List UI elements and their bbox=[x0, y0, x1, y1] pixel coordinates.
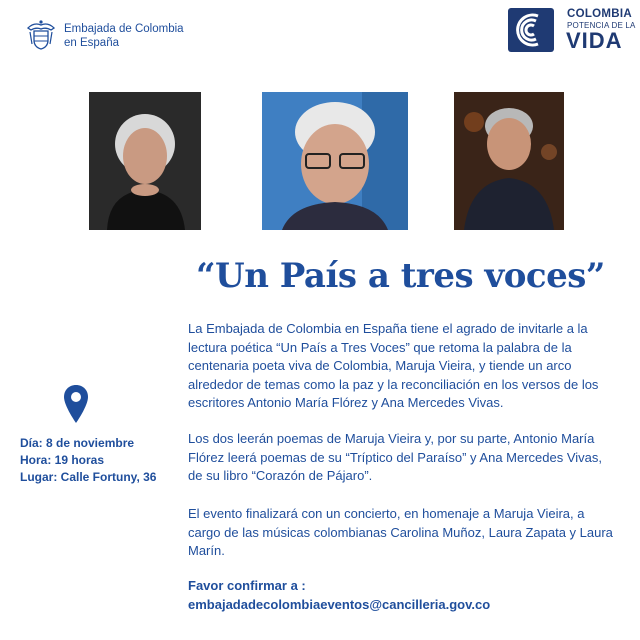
concert-paragraph: El evento finalizará con un concierto, en homenaje a Maruja Vieira, a cargo de las músicas colombianas Carolina Muñoz, Laura Zapata y Laura Marín. bbox=[188, 506, 613, 558]
embassy-name: Embajada de Colombia bbox=[64, 23, 184, 35]
event-time: Hora: 19 horas bbox=[20, 453, 105, 467]
photo-woman-silver-hair bbox=[89, 92, 201, 230]
colombia-potencia-logo-icon bbox=[508, 8, 554, 52]
event-title: “Un País a tres voces” bbox=[196, 256, 605, 296]
portrait-man-smiling-icon bbox=[454, 92, 564, 230]
intro-paragraph: La Embajada de Colombia en España tiene el agrado de invitarle a la lectura poética “Un País a Tres Voces” que retoma la palabra de la centenaria poeta viva de Colombia, Maruja Vieira, y tiende un arco alrededor de temas como la paz y la reconciliación en los versos de los escritores Antonio María Flórez y Ana Mercedes Vivas. bbox=[188, 321, 599, 410]
embassy-location: en España bbox=[64, 37, 119, 49]
readers-paragraph: Los dos leerán poemas de Maruja Vieira y, por su parte, Antonio María Flórez leerá poemas de su “Tríptico del Paraíso” y Ana Mercedes Vivas, de su libro “Corazón de Pájaro”. bbox=[188, 431, 603, 483]
event-place: Lugar: Calle Fortuny, 36 bbox=[20, 470, 157, 484]
colombia-coat-of-arms-icon bbox=[24, 18, 58, 52]
logo-colombia-text: COLOMBIA bbox=[567, 8, 633, 20]
logo-vida-text: VIDA bbox=[566, 28, 623, 53]
portrait-woman-silver-hair-icon bbox=[89, 92, 201, 230]
photo-man-smiling bbox=[454, 92, 564, 230]
location-pin-icon bbox=[64, 385, 88, 423]
logo-potencia-text: POTENCIA DE LA bbox=[567, 21, 636, 30]
rsvp-label: Favor confirmar a : bbox=[188, 578, 306, 593]
rsvp-email-link[interactable]: embajadadecolombiaeventos@cancilleria.gov.co bbox=[188, 597, 491, 612]
photo-elderly-woman-glasses bbox=[262, 92, 408, 230]
portrait-elderly-woman-glasses-icon bbox=[262, 92, 408, 230]
event-date: Día: 8 de noviembre bbox=[20, 436, 135, 450]
